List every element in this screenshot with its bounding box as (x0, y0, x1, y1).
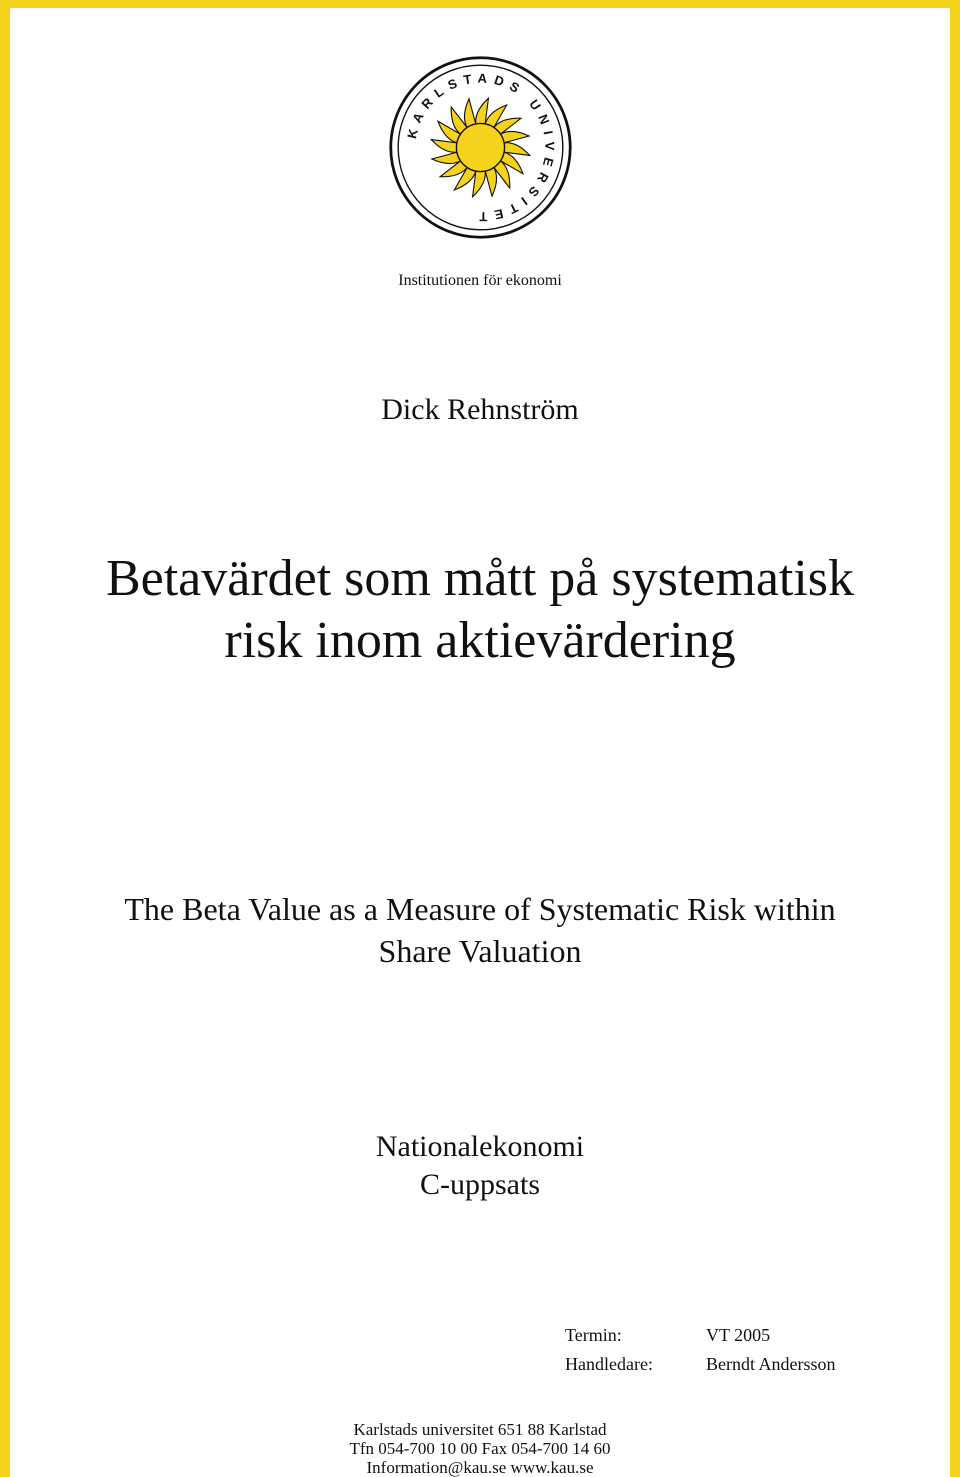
subject-name: Nationalekonomi (375, 1130, 585, 1163)
english-title-line: Share Valuation (378, 933, 582, 969)
meta-row-supervisor (565, 1354, 836, 1383)
author-name: Dick Rehnström (381, 393, 579, 426)
term-value: VT 2005 (706, 1325, 771, 1345)
thesis-level: C-uppsats (420, 1168, 540, 1201)
swedish-title (0, 548, 960, 672)
supervisor-label: Handledare: (565, 1354, 653, 1374)
term-label: Termin: (565, 1325, 622, 1345)
footer-phone: Tfn 054-700 10 00 Fax 054-700 14 60 (349, 1439, 611, 1458)
seal-lettering: KARLSTADS UNIVERSITET (404, 70, 558, 225)
english-title (0, 888, 960, 972)
supervisor-value: Berndt Andersson (706, 1354, 836, 1374)
footer-web: Information@kau.se www.kau.se (366, 1458, 594, 1477)
thesis-metadata (565, 1325, 836, 1383)
footer-address: Karlstads universitet 651 88 Karlstad (353, 1420, 607, 1439)
subject-block (0, 1128, 960, 1204)
institution: Institutionen för ekonomi (398, 272, 562, 289)
swedish-title-line: Betavärdet som mått på systematisk (105, 550, 855, 607)
meta-row-term (565, 1325, 836, 1354)
english-title-line: The Beta Value as a Measure of Systematic Risk within (124, 891, 836, 927)
university-contact-footer (0, 1420, 960, 1477)
university-seal-logo (388, 55, 573, 240)
swedish-title-line: risk inom aktievärdering (224, 612, 736, 669)
